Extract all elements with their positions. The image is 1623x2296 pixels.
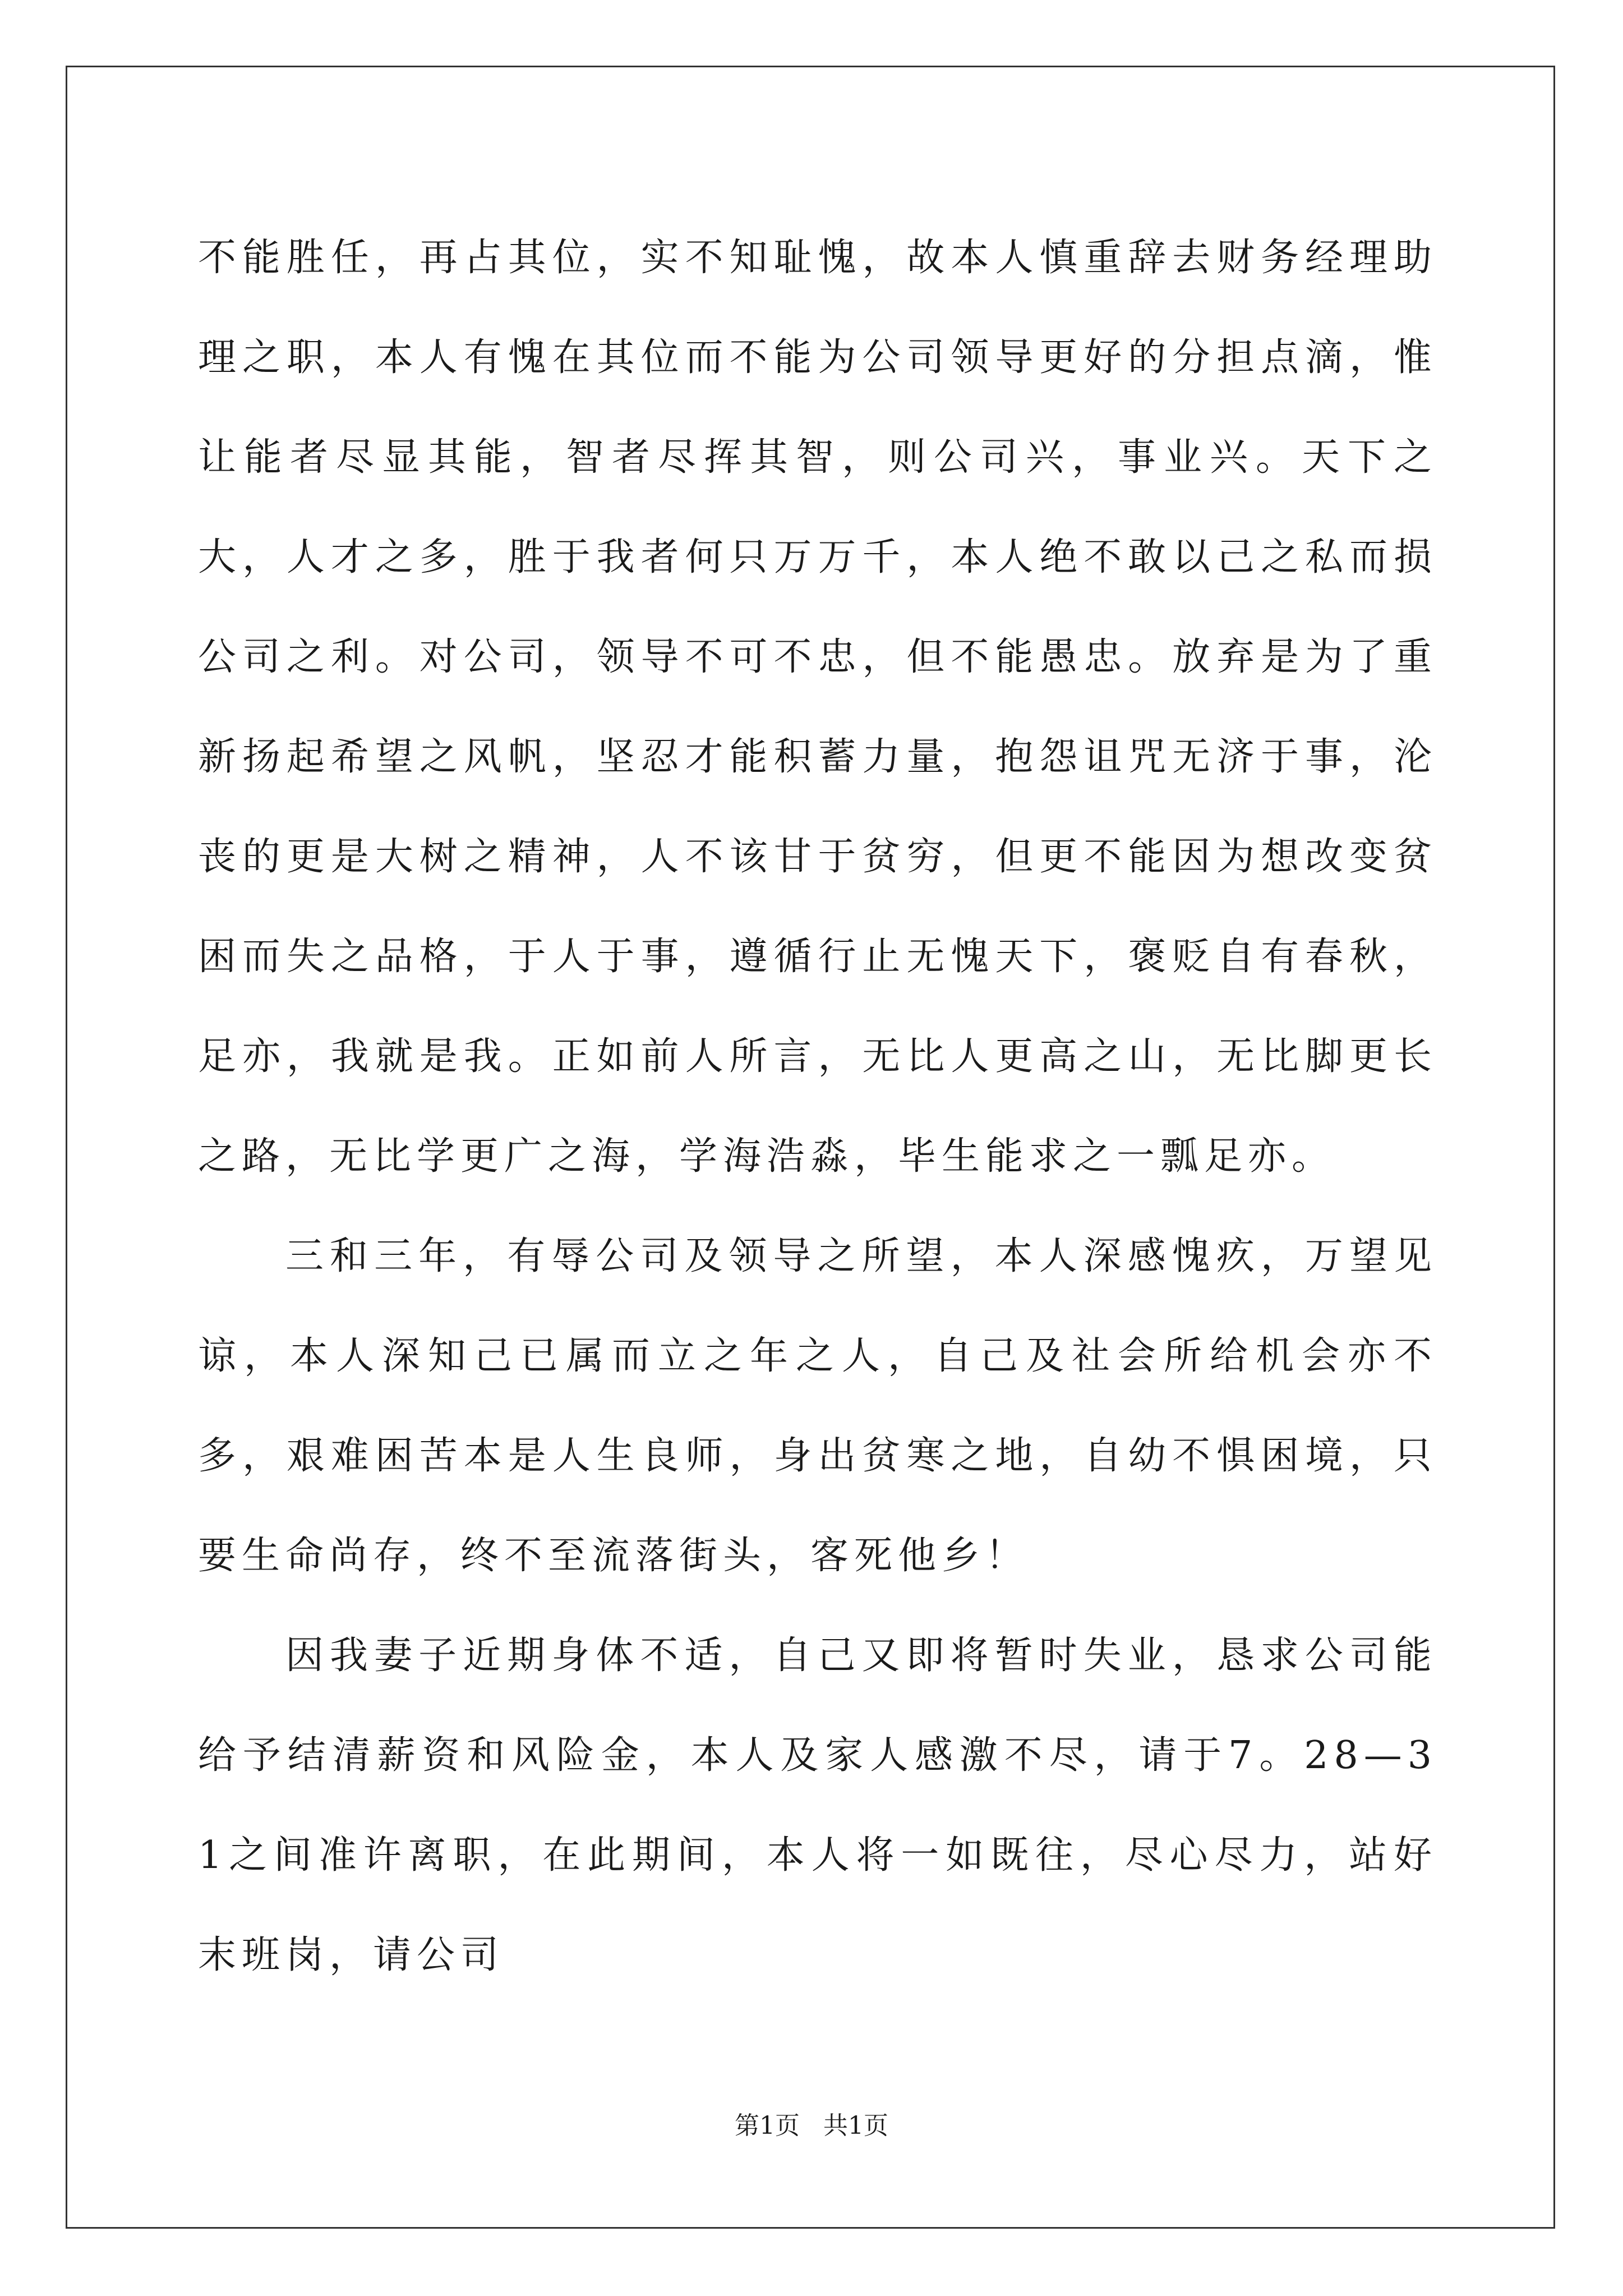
page-footer <box>0 2109 1623 2143</box>
page-total: 共1页 <box>823 2111 888 2140</box>
page-number: 第1页 <box>735 2111 800 2140</box>
paragraph-2: 三和三年，有辱公司及领导之所望，本人深感愧疚，万望见谅，本人深知己已属而立之年之人，自己及社会所给机会亦不多，艰难困苦本是人生良师，身出贫寒之地，自幼不惧困境，只要生命尚存，终不至流落街头，客死他乡！ <box>198 1234 1437 1578</box>
paragraph-1: 不能胜任，再占其位，实不知耻愧，故本人慎重辞去财务经理助理之职，本人有愧在其位而不能为公司领导更好的分担点滴，惟让能者尽显其能，智者尽挥其智，则公司兴，事业兴。天下之大，人才之多，胜于我者何只万万千，本人绝不敢以己之私而损公司之利。对公司，领导不可不忠，但不能愚忠。放弃是为了重新扬起希望之风帆，坚忍才能积蓄力量，抱怨诅咒无济于事，沦丧的更是大树之精神，人不该甘于贫穷，但更不能因为想改变贫困而失之品格，于人于事，遵循行止无愧天下，褒贬自有春秋，足亦，我就是我。正如前人所言，无比人更高之山，无比脚更长之路，无比学更广之海，学海浩淼，毕生能求之一瓢足亦。 <box>198 236 1437 1179</box>
paragraph-3: 因我妻子近期身体不适，自己又即将暂时失业，恳求公司能给予结清薪资和风险金，本人及家人感激不尽，请于7。28—31之间准许离职，在此期间，本人将一如既往，尽心尽力，站好末班岗，请公司 <box>198 1634 1437 1977</box>
document-body <box>198 208 1437 2005</box>
